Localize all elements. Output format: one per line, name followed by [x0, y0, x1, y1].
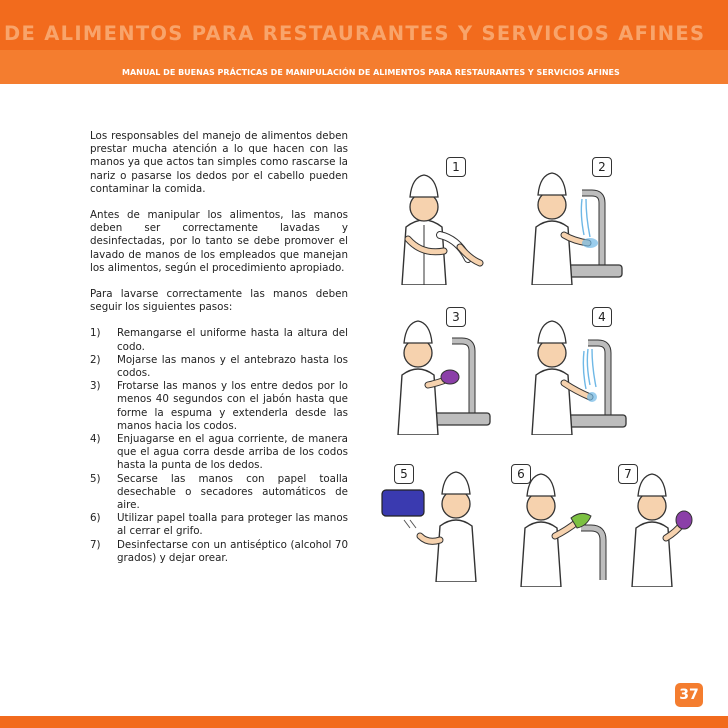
step-item	[90, 433, 348, 473]
illustration-step-3	[388, 305, 498, 435]
step-text: Remangarse el uniforme hasta la altura del codo.	[117, 327, 348, 353]
paragraph-steps-intro: Para lavarse correctamente las manos deben seguir los siguientes pasos:	[90, 288, 348, 314]
illustration-step-5	[380, 462, 492, 582]
step-number: 4)	[90, 433, 101, 446]
step-badge: 6	[511, 464, 531, 484]
manual-subtitle: MANUAL DE BUENAS PRÁCTICAS DE MANIPULACIÓN DE ALIMENTOS PARA RESTAURANTES Y SERVICIOS AFINES	[122, 68, 620, 77]
step-badge: 1	[446, 157, 466, 177]
paragraph-washing: Antes de manipular los alimentos, las manos deben ser correctamente lavadas y desinfectadas, por lo tanto se debe promover el lavado de manos de los empleados que manejan los alimentos, según el procedimiento apropiado.	[90, 209, 348, 274]
rinsing-hands-icon	[520, 305, 630, 435]
step-number: 6)	[90, 512, 101, 525]
illustration-step-6	[505, 462, 615, 587]
illustration-step-2	[520, 155, 630, 285]
step-text: Mojarse las manos y el antebrazo hasta los codos.	[117, 353, 348, 380]
step-number: 7)	[90, 538, 101, 551]
soaping-hands-icon	[388, 305, 498, 435]
footer-band	[0, 716, 728, 728]
step-text: Secarse las manos con papel toalla desechable o secadores automáticos de aire.	[117, 472, 348, 512]
subheader-band	[0, 50, 728, 84]
step-number: 2)	[90, 353, 101, 366]
step-badge: 3	[446, 307, 466, 327]
rolling-sleeves-icon	[388, 155, 498, 285]
step-number: 1)	[90, 327, 101, 340]
step-item	[90, 473, 348, 513]
page-title: DE ALIMENTOS PARA RESTAURANTES Y SERVICIOS AFINES	[4, 22, 706, 45]
body-text	[90, 130, 348, 565]
page-number: 37	[675, 683, 703, 707]
step-item	[90, 380, 348, 433]
step-text: Desinfectarse con un antiséptico (alcohol 70 grados) y dejar orear.	[117, 538, 348, 564]
step-badge: 4	[592, 307, 612, 327]
step-item	[90, 327, 348, 353]
steps-list	[90, 327, 348, 565]
step-number: 3)	[90, 380, 101, 393]
step-item	[90, 354, 348, 380]
step-item	[90, 512, 348, 538]
step-text: Frotarse las manos y los entre dedos por lo menos 40 segundos con el jabón hasta que forme la espuma y extenderla desde las manos hacia los codos.	[117, 380, 348, 432]
paragraph-intro: Los responsables del manejo de alimentos deben prestar mucha atención a lo que hacen con las manos ya que actos tan simples como rascarse la nariz o pasarse los dedos por el cabello pueden contaminar la comida.	[90, 130, 348, 195]
step-text: Utilizar papel toalla para proteger las manos al cerrar el grifo.	[117, 512, 348, 538]
step-badge: 7	[618, 464, 638, 484]
illustration-step-4	[520, 305, 630, 435]
illustration-step-7	[612, 462, 704, 587]
step-badge: 5	[394, 464, 414, 484]
step-badge: 2	[592, 157, 612, 177]
step-number: 5)	[90, 472, 101, 485]
illustration-step-1	[388, 155, 498, 285]
wetting-hands-icon	[520, 155, 630, 285]
step-item	[90, 539, 348, 565]
step-text: Enjuagarse en el agua corriente, de manera que el agua corra desde arriba de los codos hasta la punta de los dedos.	[117, 433, 348, 472]
